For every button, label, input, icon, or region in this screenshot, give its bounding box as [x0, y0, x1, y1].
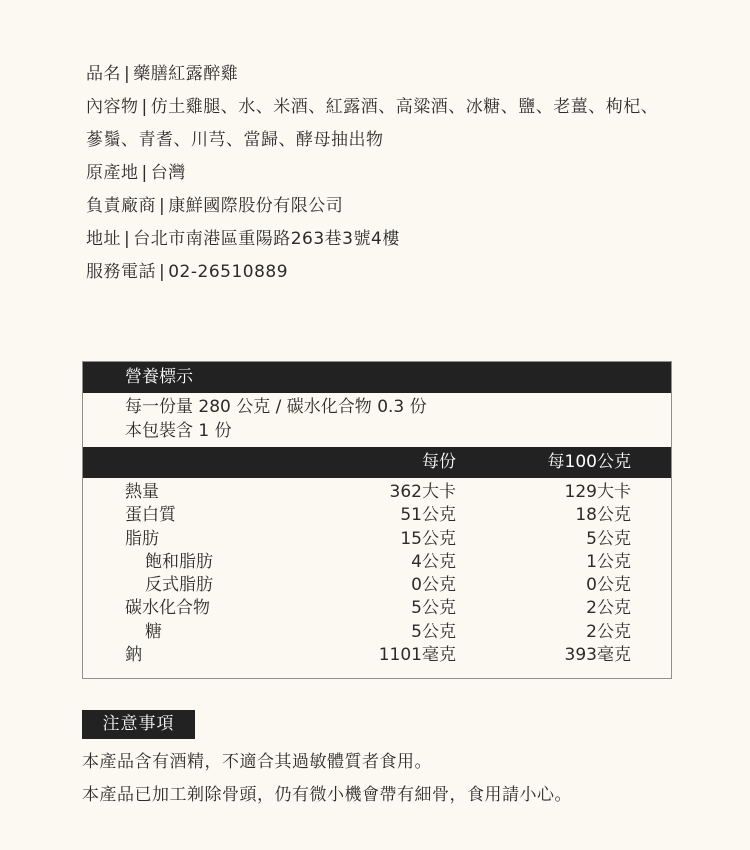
nutrition-rows: [83, 478, 671, 678]
phone-label: 服務電話: [86, 262, 156, 282]
table-row: [83, 528, 671, 551]
product-name-row: [86, 58, 686, 91]
per-100g-value: 2公克: [586, 598, 631, 619]
manufacturer-value: 康鮮國際股份有限公司: [168, 196, 344, 216]
separator: |: [159, 262, 166, 282]
table-row: [83, 644, 671, 667]
per-100g-value: 5公克: [586, 528, 631, 549]
note-item: 本產品已加工剃除骨頭，仍有微小機會帶有細骨，食用請小心。: [82, 785, 572, 805]
note-item: 本產品含有酒精，不適合其過敏體質者食用。: [82, 752, 432, 772]
nutrient-label: 脂肪: [125, 528, 159, 549]
per-serving-value: 1101毫克: [378, 645, 456, 666]
address-value: 台北市南港區重陽路263巷3號4樓: [133, 229, 400, 249]
table-row: [83, 481, 671, 504]
serving-info: [83, 393, 671, 447]
separator: |: [141, 97, 148, 117]
table-row: [83, 574, 671, 597]
per-100g-header: 每100公克: [547, 452, 631, 472]
per-serving-value: 362大卡: [389, 482, 456, 502]
origin-value: 台灣: [150, 163, 186, 183]
product-name-label: 品名: [86, 64, 121, 84]
nutrition-table: [82, 361, 672, 679]
ingredients-row: [86, 91, 686, 124]
ingredients-value: 仿土雞腿、水、米酒、紅露酒、高粱酒、冰糖、鹽、老薑、枸杞、: [150, 97, 659, 117]
address-row: [86, 223, 686, 256]
per-100g-value: 393毫克: [564, 645, 631, 666]
serving-size: 每一份量 280 公克 / 碳水化合物 0.3 份: [125, 397, 427, 417]
nutrition-title: 營養標示: [83, 362, 671, 393]
manufacturer-label: 負責廠商: [86, 196, 156, 216]
notes: [82, 746, 572, 812]
separator: |: [159, 196, 166, 216]
phone-value: 02-26510889: [168, 262, 289, 282]
table-row: [83, 597, 671, 620]
ingredients-value-continued: 蔘鬚、青耆、川芎、當歸、酵母抽出物: [86, 130, 384, 150]
nutrient-label: 蛋白質: [125, 505, 176, 526]
separator: |: [124, 64, 131, 84]
per-100g-value: 2公克: [586, 621, 631, 642]
table-row: [83, 621, 671, 644]
nutrition-column-header: [83, 447, 671, 478]
per-serving-header: 每份: [422, 452, 456, 472]
ingredients-row-continued: [86, 124, 686, 157]
per-serving-value: 15公克: [400, 528, 456, 549]
per-serving-value: 5公克: [411, 621, 456, 642]
table-row: [83, 504, 671, 527]
product-info: [86, 58, 686, 289]
nutrient-label: 碳水化合物: [125, 598, 210, 619]
per-serving-value: 0公克: [411, 575, 456, 596]
table-row: [83, 551, 671, 574]
ingredients-label: 內容物: [86, 97, 139, 117]
per-100g-value: 18公克: [575, 505, 631, 526]
per-100g-value: 0公克: [586, 575, 631, 596]
nutrient-label: 反式脂肪: [145, 575, 213, 596]
per-100g-value: 129大卡: [564, 482, 631, 502]
per-100g-value: 1公克: [586, 551, 631, 572]
phone-row: [86, 256, 686, 289]
product-name-value: 藥膳紅露醉雞: [133, 64, 239, 84]
separator: |: [141, 163, 148, 183]
per-serving-value: 5公克: [411, 598, 456, 619]
separator: |: [124, 229, 131, 249]
manufacturer-row: [86, 190, 686, 223]
per-serving-value: 4公克: [411, 551, 456, 572]
nutrient-label: 糖: [145, 621, 162, 642]
nutrient-label: 鈉: [125, 645, 142, 666]
notes-title: 注意事項: [82, 710, 195, 739]
origin-label: 原產地: [86, 163, 139, 183]
origin-row: [86, 157, 686, 190]
servings-per-package: 本包裝含 1 份: [125, 421, 232, 441]
nutrient-label: 熱量: [125, 482, 159, 502]
per-serving-value: 51公克: [400, 505, 456, 526]
address-label: 地址: [86, 229, 121, 249]
nutrient-label: 飽和脂肪: [145, 551, 213, 572]
